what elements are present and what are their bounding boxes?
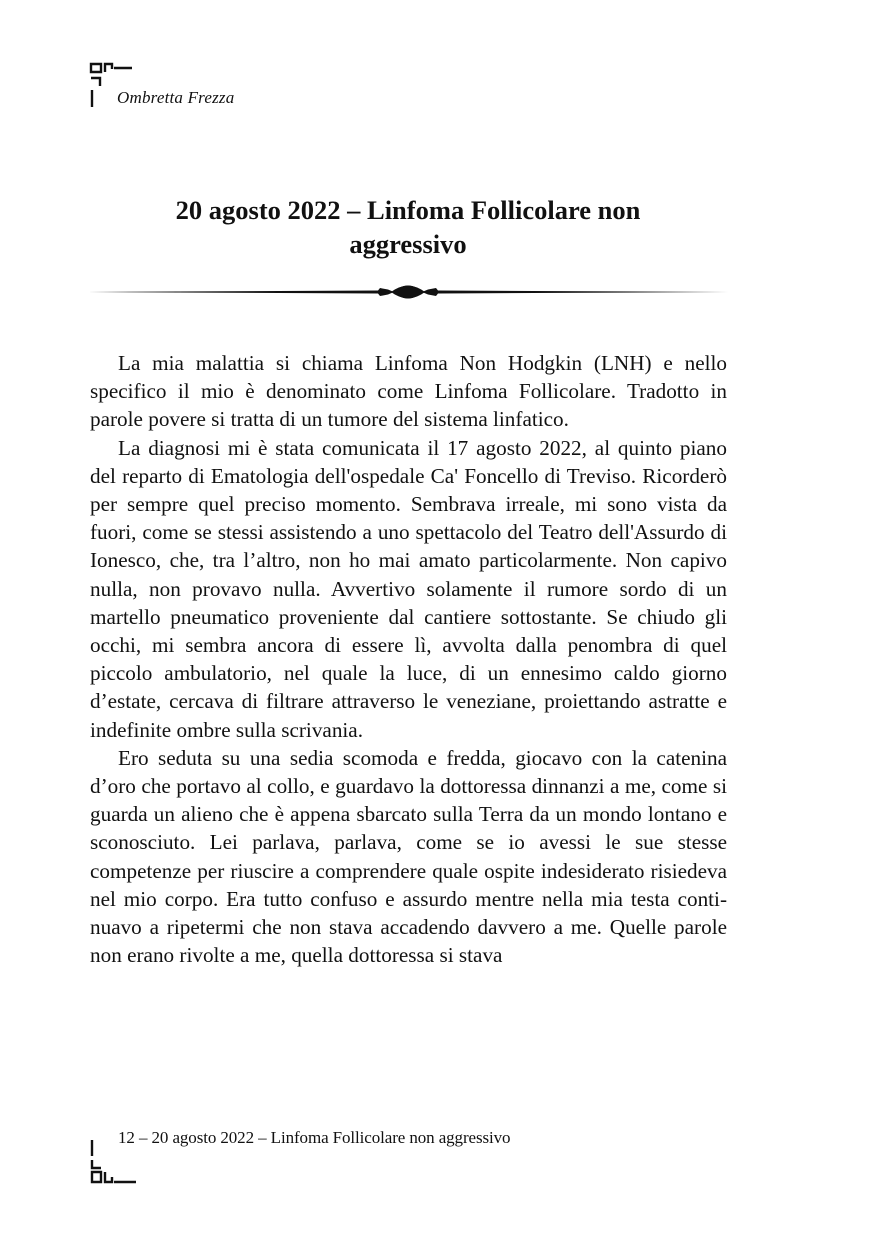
ornamental-separator-icon xyxy=(88,280,728,304)
chapter-title-line-1: 20 agosto 2022 – Linfoma Follicolare non xyxy=(175,195,641,225)
paragraph-1: La mia malattia si chiama Linfoma Non Hodgkin (LNH) e nello specifico il mio è denominato come Linfoma Follicolare. Tradotto in parole povere si tratta di un tumore del sistema linfatico. xyxy=(90,351,727,432)
running-head-author: Ombretta Frezza xyxy=(117,88,235,107)
chapter-title xyxy=(90,193,726,261)
page-footer: 12 – 20 agosto 2022 – Linfoma Follicolare non aggressivo xyxy=(118,1128,511,1147)
paragraph-2: La diagnosi mi è stata comunicata il 17 agosto 2022, al quinto piano del reparto di Ematologia dell'ospedale Ca' Foncello di Treviso. Ricorderò per sempre quel preciso momento. Sembrava irreale, mi sono vista da fuori, come se stessi assistendo a uno spettacolo del Teatro dell'Assurdo di Ionesco, che, tra l’altro, non ho mai amato particolarmente. Non capivo nulla, non provavo nulla. Avvertivo solamente il rumore sordo di un martello pneumatico proveniente dal cantiere sottostante. Se chiudo gli occhi, mi sembra ancora di essere lì, avvolta dalla penombra di quel piccolo ambulatorio, nel quale la luce, di un ennesimo caldo giorno d’estate, cercava di filtrare attraverso le veneziane, proiettando astratte e indefinite ombre sulla scrivania. xyxy=(90,435,727,742)
body-text xyxy=(90,349,727,969)
paragraph-3: Ero seduta su una sedia scomoda e fredda, giocavo con la catenina d’oro che portavo al collo, e guardavo la dottoressa dinnanzi a me, come si guarda un alieno che è appena sbarcato sulla Terra da un mondo lontano e sconosciuto. Lei parlava, parlava, come se io avessi le sue stesse competenze per riuscire a comprendere quale ospite indesiderato risiedeva nel mio corpo. Era tutto confuso e assurdo mentre nella mia testa continuavo a ripetermi che non stava accadendo davvero a me. Quelle parole non erano rivolte a me, quella dottoressa si stava xyxy=(90,745,727,968)
chapter-title-line-2: aggressivo xyxy=(349,229,467,259)
